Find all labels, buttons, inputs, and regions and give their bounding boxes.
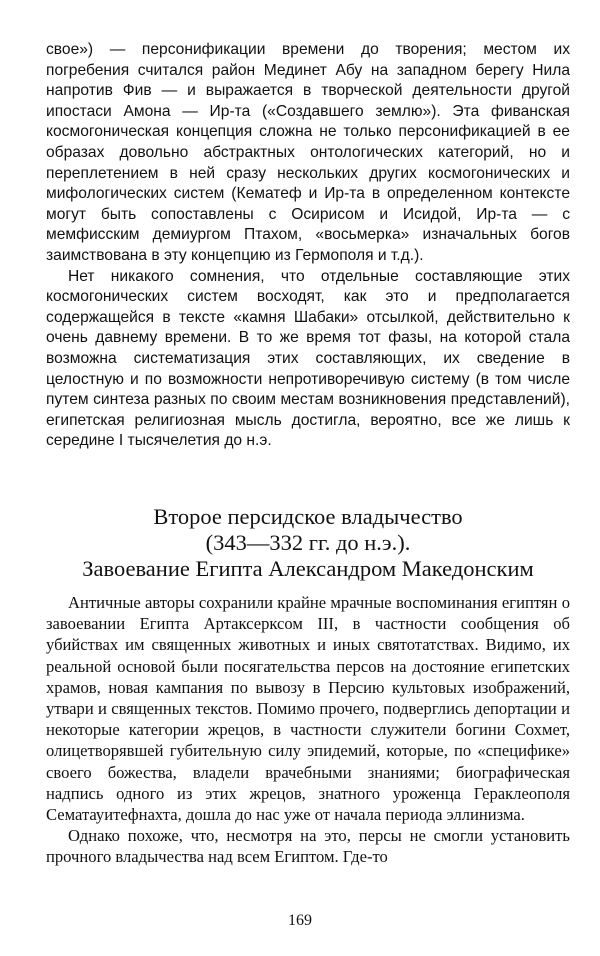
paragraph: Нет никакого сомнения, что отдельные составляющие этих космогонических систем восходят, как это и предполагается содержащейся в тексте «камня Шабаки» отсылкой, действительно к очень давнему времени. В то же время тот фазы, на которой стала возможна систематизация этих составляющих, их сведение в целостную и по возможности непротиворечивую систему (в том числе путем синтеза разных по своим местам возникновения представлений), египетская религиозная мысль достигла, вероятно, все же лишь к середине I тысячелетия до н.э.: [46, 267, 570, 450]
paragraph: свое») — персонификации времени до творения; местом их погребения считался район Мединет Абу на западном берегу Нила напротив Фив — и выражается в творческой деятельности другой ипостаси Амона — Ир-та («Создавшего землю»). Эта фиванская космогоническая концепция сложна не только персонификацией в ее образах довольно абстрактных онтологических категорий, но и переплетением в ней сразу нескольких других космогонических и мифологических систем (Кематеф и Ир-та в определенном контексте могут быть сопоставлены с Осирисом и Исидой, Ир-та — с мемфисским демиургом Птахом, «восьмерка» изначальных богов заимствована в эту концепцию из Гермополя и т.д.).: [46, 41, 570, 264]
paragraph: Античные авторы сохранили крайне мрачные воспоминания египтян о завоевании Египта Артаксерксом III, в частности сообщения об убийствах им священных животных и иных святотатствах. Видимо, их реальной основой были посягательства персов на достояние египетских храмов, новая кампания по вывозу в Персию культовых изображений, утвари и священных текстов. Помимо прочего, подверглись депортации и некоторые категории жрецов, в частности служители богини Сохмет, олицетворявшей губительную силу эпидемий, которые, по «специфике» своего божества, владели врачебными знаниями; биографическая надпись одного из этих жрецов, знатного уроженца Гераклеополя Сематауитефнахта, дошла до нас уже от начала периода эллинизма.: [46, 593, 570, 825]
page-number: 169: [288, 912, 312, 929]
heading-line: Второе персидское владычество: [153, 504, 463, 529]
section-heading: [46, 504, 570, 582]
paragraph: Однако похоже, что, несмотря на это, персы не смогли установить прочного владычества над всем Египтом. Где-то: [46, 826, 570, 867]
heading-line: (343—332 гг. до н.э.).: [205, 530, 411, 555]
heading-line: Завоевание Египта Александром Македонским: [82, 556, 534, 581]
text-section-persian-rule: [46, 592, 570, 868]
text-section-cosmogony: [46, 40, 570, 452]
